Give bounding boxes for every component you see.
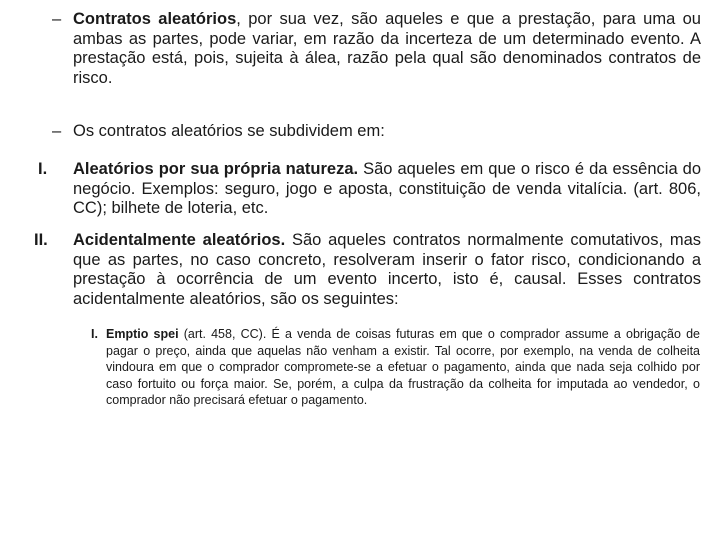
paragraph-aleatorios-natureza: [73, 160, 701, 219]
term-contratos-aleatorios: Contratos aleatórios: [73, 10, 237, 28]
paragraph-contratos-aleatorios: [73, 10, 701, 88]
paragraph-subdivisao: [73, 122, 701, 142]
term-emptio-spei: Emptio spei: [106, 327, 179, 341]
paragraph-text: Os contratos aleatórios se subdividem em:: [73, 122, 385, 140]
term-aleatorios-natureza: Aleatórios por sua própria natureza.: [73, 160, 359, 178]
roman-numeral-marker: I.: [91, 327, 98, 341]
paragraph-acidentalmente-aleatorios: [73, 231, 701, 309]
paragraph-emptio-spei: [106, 326, 700, 409]
dash-bullet: –: [52, 122, 62, 140]
paragraph-text: , por sua vez, são aqueles e que a prestação, para uma ou ambas as partes, pode variar, em razão da incerteza de um determinado evento. A prestação está, pois, sujeita à álea, razão pela qual são denominados contratos de risco.: [73, 10, 701, 87]
dash-bullet: –: [52, 10, 62, 28]
term-acidentalmente-aleatorios: Acidentalmente aleatórios.: [73, 231, 286, 249]
roman-numeral-marker: I.: [38, 160, 48, 178]
paragraph-text: São aqueles contratos normalmente comutativos, mas que as partes, no caso concreto, resolveram inserir o fator risco, condicionando a prestação à ocorrência de um evento incerto, isto é, causal. Esses contratos acidentalmente aleatórios, são os seguintes:: [73, 231, 701, 308]
paragraph-text: São aqueles em que o risco é da essência do negócio. Exemplos: seguro, jogo e aposta, constituição de venda vitalícia. (art. 806, CC); bilhete de loteria, etc.: [73, 160, 702, 217]
paragraph-text: (art. 458, CC). É a venda de coisas futuras em que o comprador assume a obrigação de pagar o preço, ainda que aquelas não venham a existir. Tal ocorre, por exemplo, na venda de colheita vindoura em que o comprador compromete-se a efetuar o pagamento, ainda que nada seja colhido por caso fortuito ou força maior. Se, porém, a culpa da frustração da colheita for imputada ao vendedor, o comprador não precisará efetuar o pagamento.: [106, 327, 701, 407]
roman-numeral-marker: II.: [34, 231, 48, 249]
